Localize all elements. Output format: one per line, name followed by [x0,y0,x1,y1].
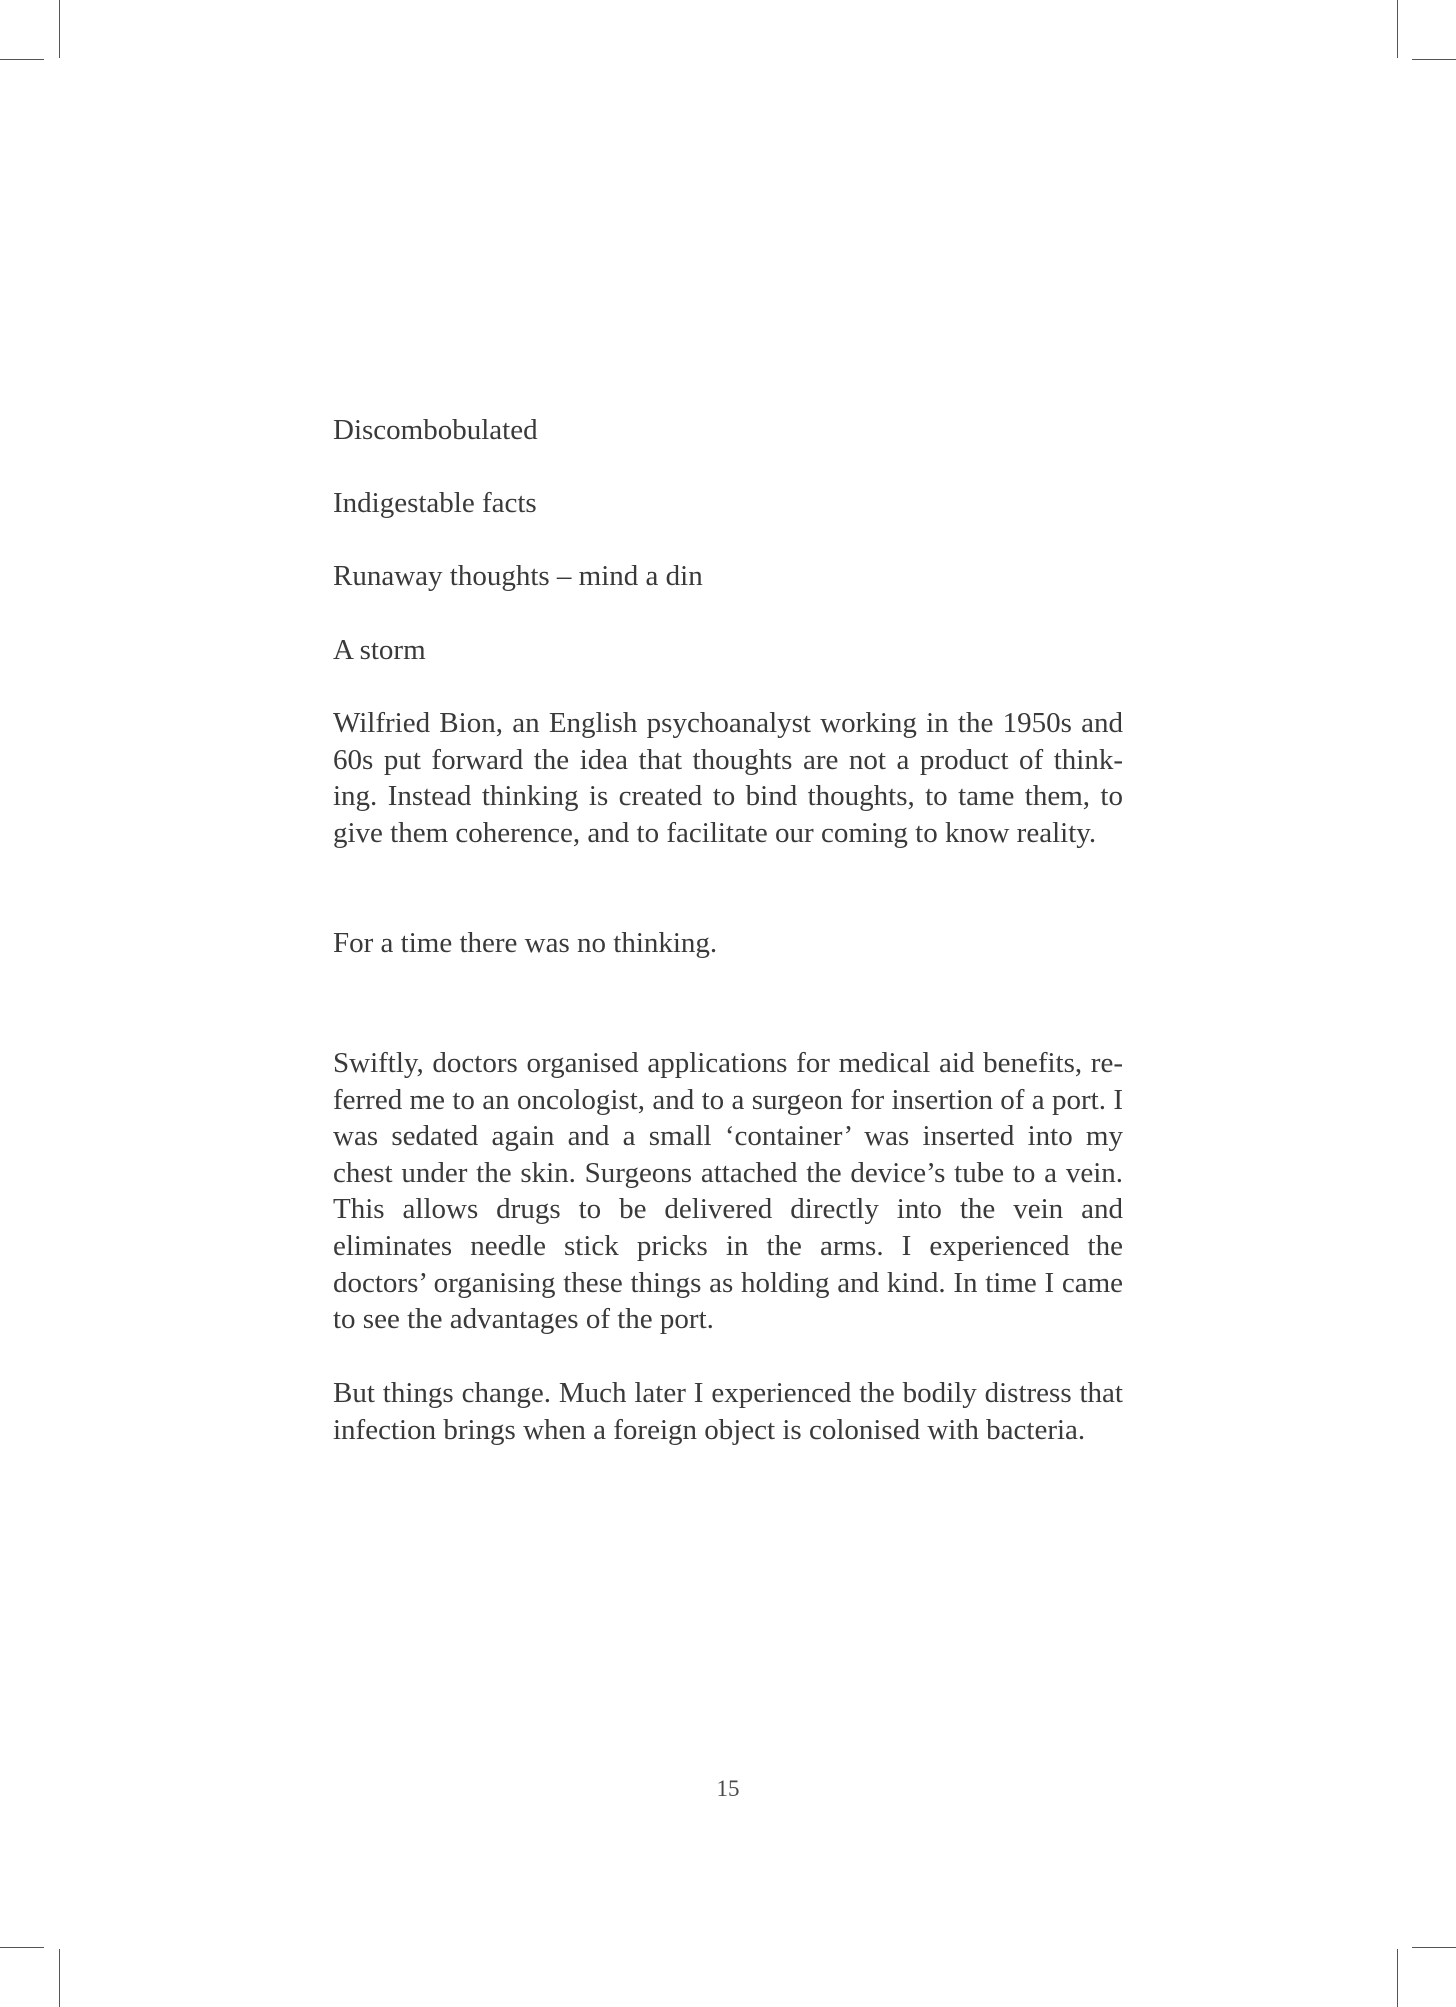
crop-mark-bottom-left-vertical [59,1949,60,2007]
line-indigestable-facts: Indigestable facts [333,487,537,519]
crop-mark-top-left-horizontal [0,59,44,60]
crop-mark-top-right-horizontal [1412,59,1456,60]
line-a-storm: A storm [333,634,426,666]
crop-mark-bottom-right-vertical [1397,1949,1398,2007]
crop-mark-bottom-left-horizontal [0,1947,44,1948]
paragraph-bion: Wilfried Bion, an English psychoanalyst working in the 1950s and 60s put forward the idea that thoughts are not a product of think-ing. Instead thinking is created to bind thoughts, to tame them, to give them coherence, and to facilitate our coming to know reality. [333,707,1123,849]
crop-mark-top-left-vertical [59,0,60,58]
page-number: 15 [716,1776,740,1801]
paragraph-no-thinking: For a time there was no thinking. [333,927,718,959]
paragraph-things-change: But things change. Much later I experienced the bodily distress that infection brings when a foreign object is colonised with bacteria. [333,1377,1123,1446]
crop-mark-top-right-vertical [1397,0,1398,58]
line-runaway-thoughts: Runaway thoughts – mind a din [333,560,703,592]
crop-mark-bottom-right-horizontal [1412,1947,1456,1948]
paragraph-port: Swiftly, doctors organised applications for medical aid benefits, re-ferred me to an oncologist, and to a surgeon for insertion of a port. I was sedated again and a small ‘container’ was inserted into my chest under the skin. Surgeons attached the device’s tube to a vein. This allows drugs to be delivered directly into the vein and eliminates needle stick pricks in the arms. I experienced the doctors’ organising these things as holding and kind. In time I came to see the advantages of the port. [333,1047,1123,1336]
line-discombobulated: Discombobulated [333,414,538,446]
